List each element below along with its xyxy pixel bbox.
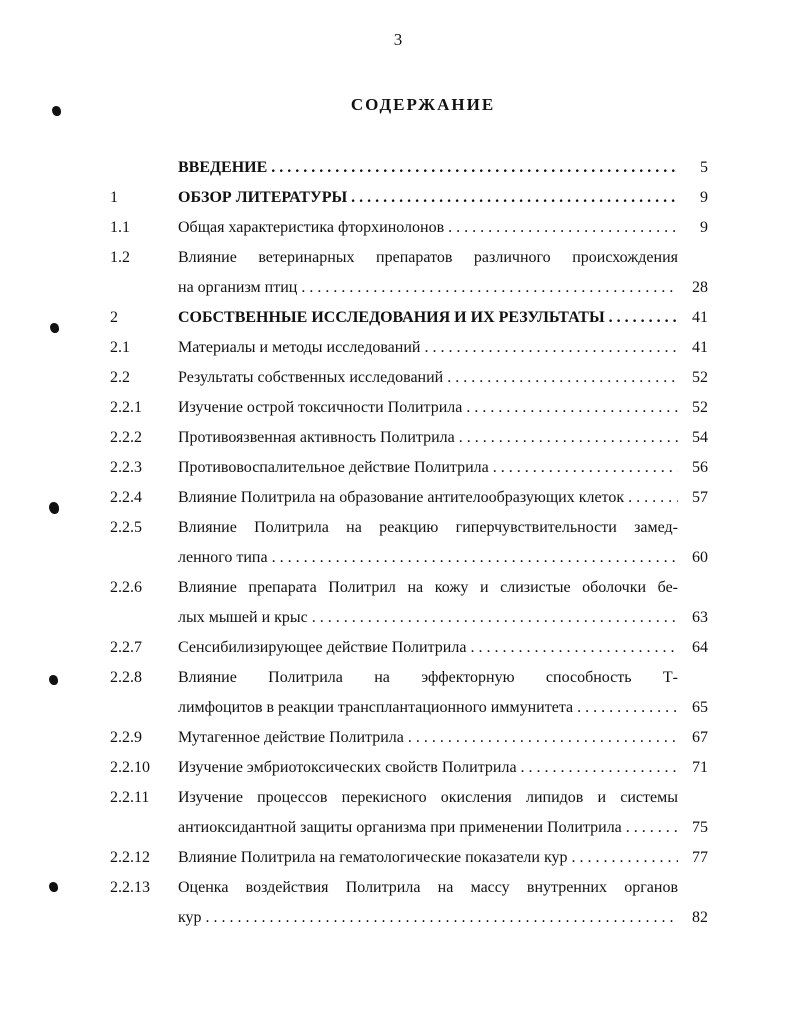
toc-line <box>0 813 796 843</box>
toc-line <box>0 153 796 183</box>
toc-page-number: 63 <box>692 609 708 626</box>
toc-page-number: 65 <box>692 699 708 716</box>
toc-text: Изучение острой токсичности Политрила . . . <box>178 393 678 423</box>
toc-line <box>0 783 796 813</box>
toc-entry <box>0 783 796 843</box>
toc-line <box>0 873 796 903</box>
toc-page-number: 82 <box>692 909 708 926</box>
toc-number: 2.2.8 <box>110 669 142 686</box>
toc-number: 2.2.12 <box>110 849 150 866</box>
toc-line <box>0 903 796 933</box>
toc-line <box>0 483 796 513</box>
toc-line <box>0 843 796 873</box>
toc-line <box>0 723 796 753</box>
toc-page-number: 41 <box>692 309 708 326</box>
toc-line <box>0 753 796 783</box>
toc-page-number: 64 <box>692 639 708 656</box>
toc-line <box>0 543 796 573</box>
toc-entry <box>0 303 796 333</box>
toc-text: Сенсибилизирующее действие Политрила . . . <box>178 633 678 663</box>
toc-line <box>0 633 796 663</box>
toc-page-number: 57 <box>692 489 708 506</box>
toc-line <box>0 183 796 213</box>
toc-text: ВВЕДЕНИЕ . . . <box>178 153 678 183</box>
toc-text: Влияние Политрила на образование антителообразующих клеток . . . <box>178 483 678 513</box>
toc-text: на организм птиц . . . <box>178 273 678 303</box>
toc-text: Противовоспалительное действие Политрила . . . <box>178 453 678 483</box>
toc-entry <box>0 393 796 423</box>
toc-page-number: 56 <box>692 459 708 476</box>
scan-speck <box>49 502 59 514</box>
toc-text: Материалы и методы исследований . . . <box>178 333 678 363</box>
toc-page-number: 5 <box>700 159 708 176</box>
toc-page-number: 9 <box>700 189 708 206</box>
toc-entry <box>0 153 796 183</box>
toc-entry <box>0 513 796 573</box>
toc-line <box>0 243 796 273</box>
toc-line <box>0 423 796 453</box>
toc-number: 2.2.7 <box>110 639 142 656</box>
toc-text: Изучение эмбриотоксических свойств Политрила . . . <box>178 753 678 783</box>
toc-text: Влияние Политрила на реакцию гиперчувствительности замед- <box>178 519 678 536</box>
toc-number: 2.2.11 <box>110 789 150 806</box>
page-number: 3 <box>393 30 403 49</box>
toc-text: Влияние Политрила на эффекторную способность Т- <box>178 669 678 686</box>
toc-line <box>0 453 796 483</box>
toc-page-number: 77 <box>692 849 708 866</box>
toc-number: 2.2.13 <box>110 879 150 896</box>
toc-entry <box>0 723 796 753</box>
toc-page-number: 71 <box>692 759 708 776</box>
toc-number: 2.2.3 <box>110 459 142 476</box>
toc-line <box>0 693 796 723</box>
toc-line <box>0 393 796 423</box>
toc-page-number: 52 <box>692 399 708 416</box>
toc-line <box>0 513 796 543</box>
toc-entry <box>0 183 796 213</box>
toc-text: лых мышей и крыс . . . <box>178 603 678 633</box>
toc-entry <box>0 363 796 393</box>
toc-entry <box>0 333 796 363</box>
toc-text: ленного типа . . . <box>178 543 678 573</box>
toc-number: 2.2.9 <box>110 729 142 746</box>
toc-entry <box>0 423 796 453</box>
toc-text: Оценка воздействия Политрила на массу внутренних органов <box>178 879 678 896</box>
toc-number: 1.1 <box>110 219 130 236</box>
toc-text: лимфоцитов в реакции трансплантационного иммунитета . . . <box>178 693 678 723</box>
toc-text: кур . . . <box>178 903 678 933</box>
table-of-contents <box>0 153 796 933</box>
toc-line <box>0 603 796 633</box>
toc-entry <box>0 573 796 633</box>
toc-text: Противоязвенная активность Политрила . . . <box>178 423 678 453</box>
toc-page-number: 9 <box>700 219 708 236</box>
toc-page-number: 28 <box>692 279 708 296</box>
toc-text: Результаты собственных исследований . . . <box>178 363 678 393</box>
toc-entry <box>0 213 796 243</box>
toc-entry <box>0 453 796 483</box>
toc-number: 2.2.10 <box>110 759 150 776</box>
toc-text: Мутагенное действие Политрила . . . <box>178 723 678 753</box>
scan-speck <box>50 323 59 333</box>
toc-text: Влияние ветеринарных препаратов различного происхождения <box>178 249 678 266</box>
toc-number: 2.2.2 <box>110 429 142 446</box>
toc-number: 2.1 <box>110 339 130 356</box>
scan-speck <box>52 106 61 116</box>
scan-speck <box>49 675 58 685</box>
toc-line <box>0 663 796 693</box>
toc-line <box>0 303 796 333</box>
toc-text: Влияние препарата Политрил на кожу и слизистые оболочки бе- <box>178 579 678 596</box>
toc-entry <box>0 663 796 723</box>
toc-text: СОБСТВЕННЫЕ ИССЛЕДОВАНИЯ И ИХ РЕЗУЛЬТАТЫ . . . <box>178 303 678 333</box>
toc-text: Изучение процессов перекисного окисления липидов и системы <box>178 789 678 806</box>
toc-number: 2.2 <box>110 369 130 386</box>
toc-page-number: 75 <box>692 819 708 836</box>
toc-page-number: 41 <box>692 339 708 356</box>
toc-page-number: 52 <box>692 369 708 386</box>
toc-text: Общая характеристика фторхинолонов . . . <box>178 213 678 243</box>
toc-number: 2.2.4 <box>110 489 142 506</box>
toc-entry <box>0 633 796 663</box>
toc-number: 1.2 <box>110 249 130 266</box>
toc-number: 1 <box>110 189 118 206</box>
toc-number: 2.2.5 <box>110 519 142 536</box>
toc-number: 2 <box>110 309 118 326</box>
toc-page-number: 54 <box>692 429 708 446</box>
toc-line <box>0 213 796 243</box>
toc-page-number: 67 <box>692 729 708 746</box>
toc-text: антиоксидантной защиты организма при применении Политрила . . . <box>178 813 678 843</box>
toc-line <box>0 363 796 393</box>
toc-line <box>0 333 796 363</box>
toc-entry <box>0 753 796 783</box>
toc-text: Влияние Политрила на гематологические показатели кур . . . <box>178 843 678 873</box>
toc-number: 2.2.1 <box>110 399 142 416</box>
toc-line <box>0 273 796 303</box>
toc-entry <box>0 843 796 873</box>
toc-number: 2.2.6 <box>110 579 142 596</box>
page-title: СОДЕРЖАНИЕ <box>350 95 496 114</box>
toc-page-number: 60 <box>692 549 708 566</box>
toc-line <box>0 573 796 603</box>
scan-speck <box>49 882 58 892</box>
toc-entry <box>0 243 796 303</box>
toc-entry <box>0 483 796 513</box>
toc-entry <box>0 873 796 933</box>
toc-text: ОБЗОР ЛИТЕРАТУРЫ . . . <box>178 183 678 213</box>
